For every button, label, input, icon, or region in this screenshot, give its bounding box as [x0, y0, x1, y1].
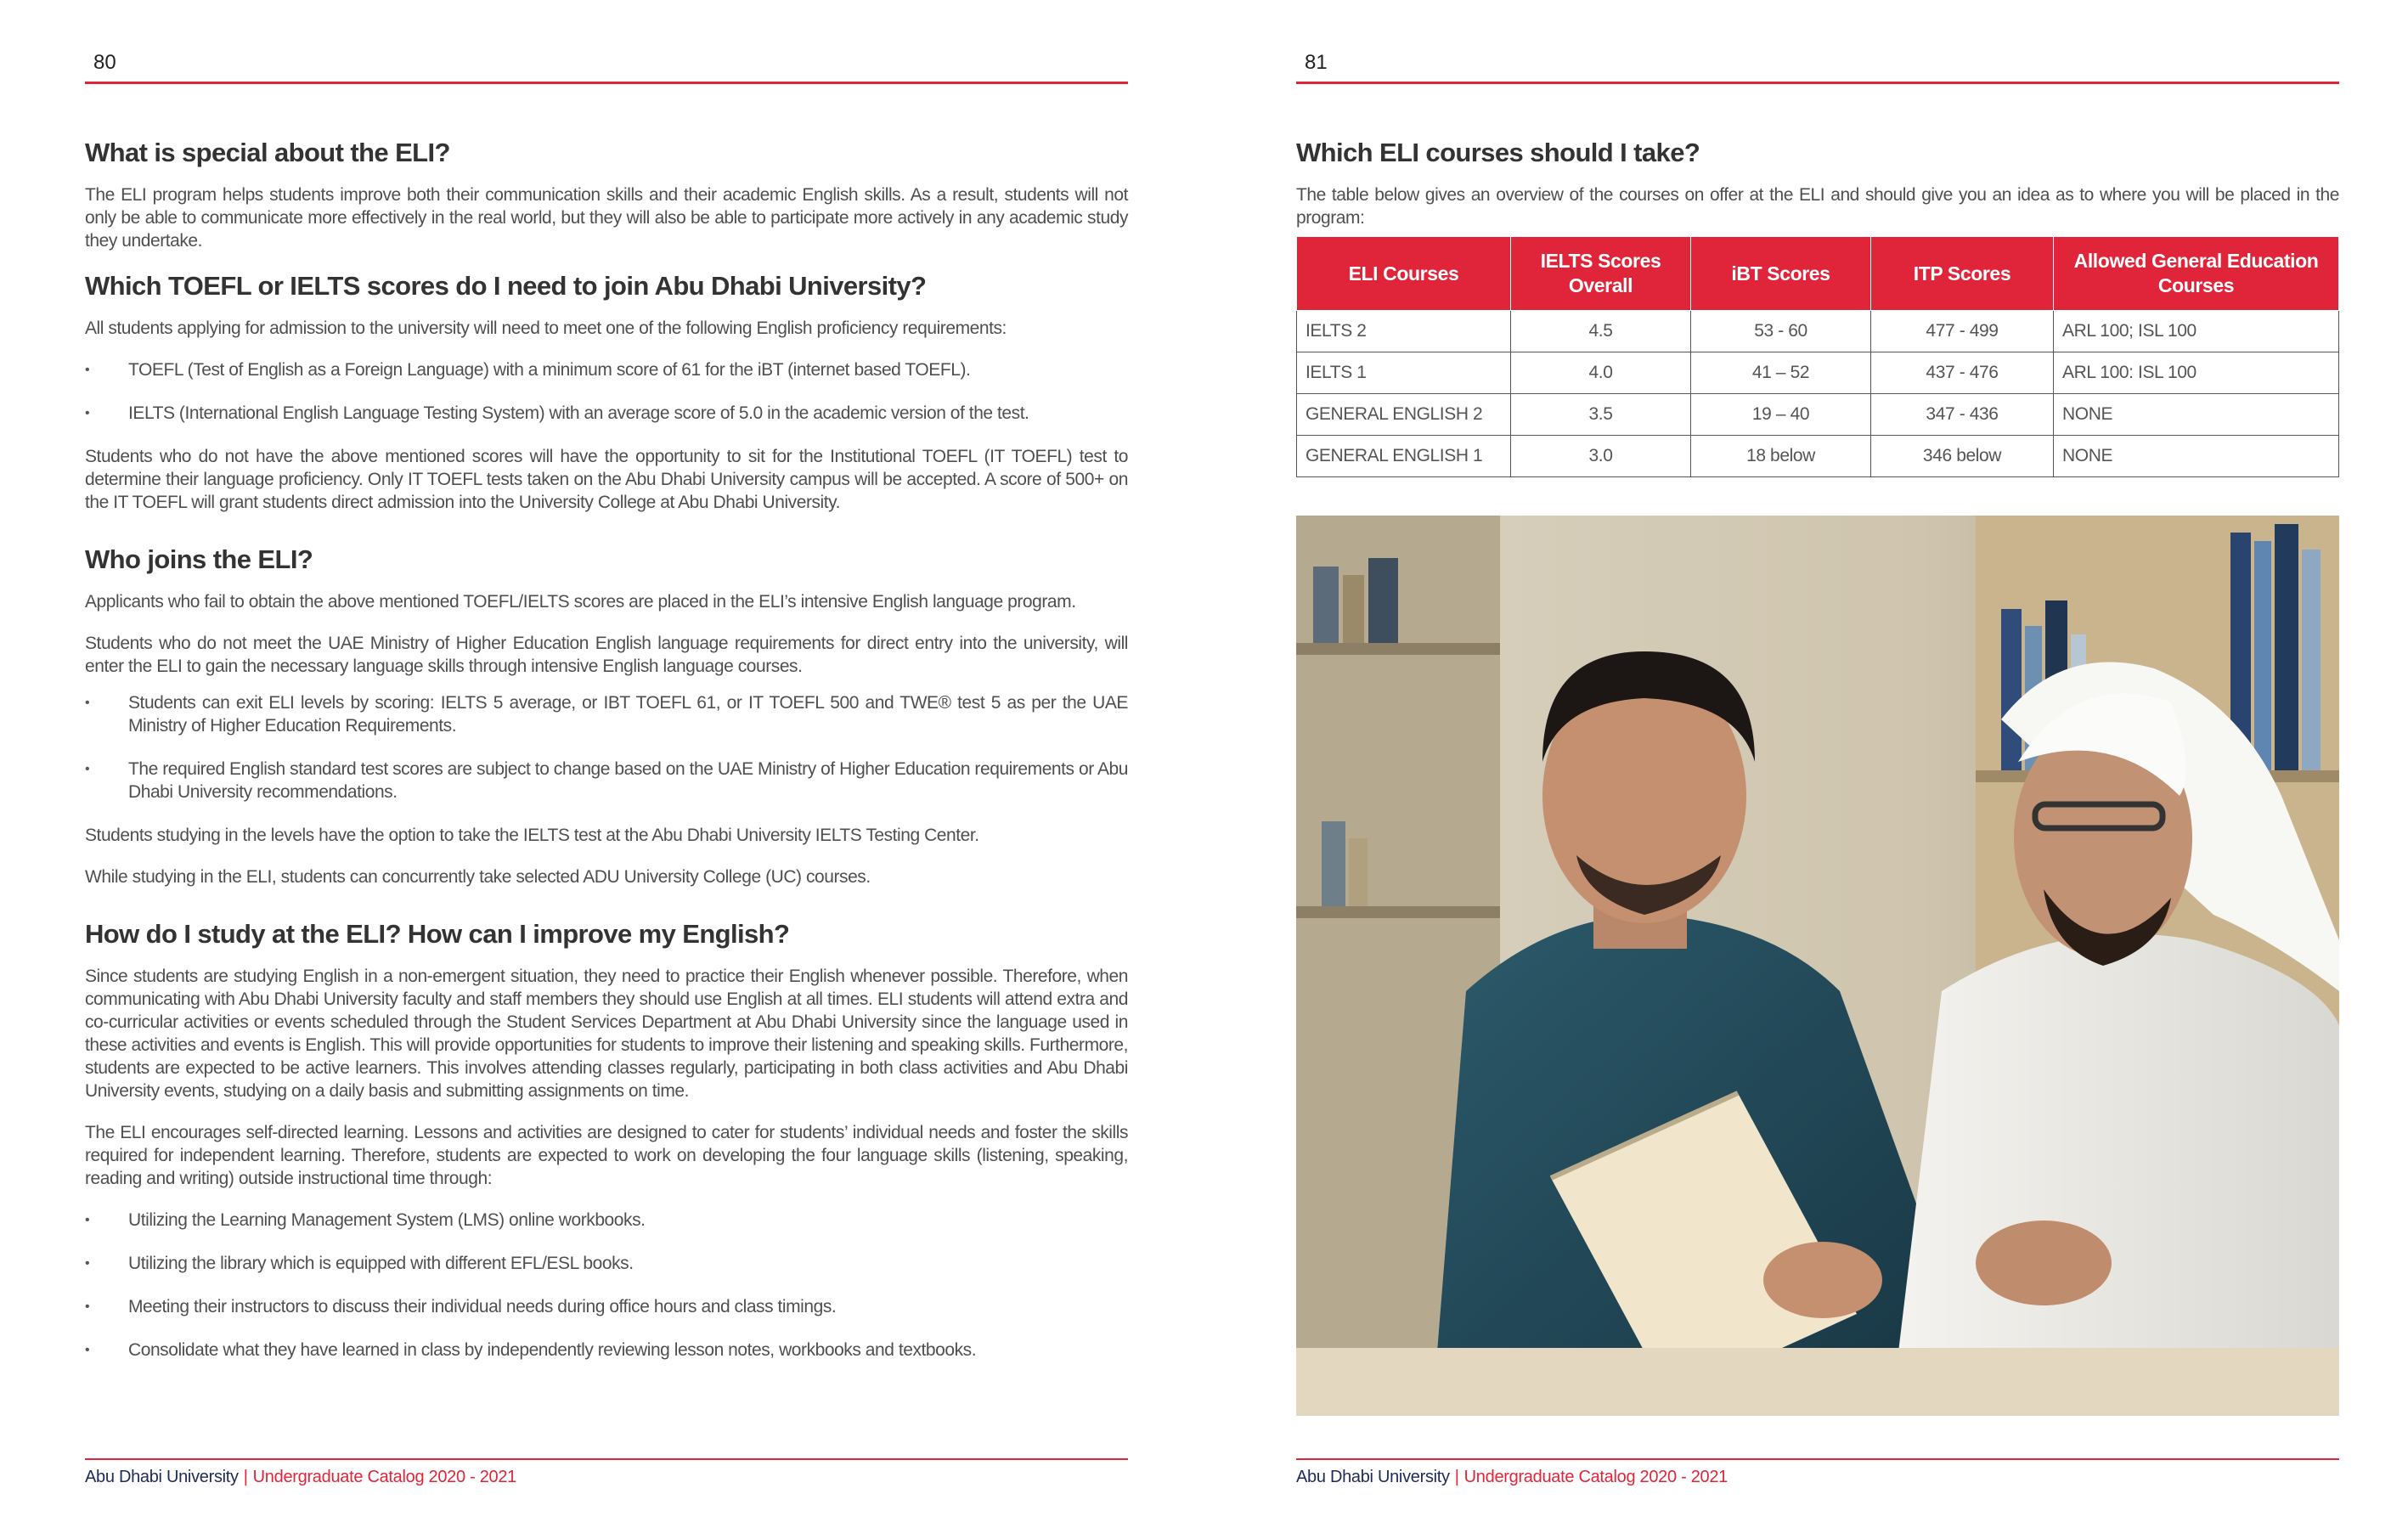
list-item: • TOEFL (Test of English as a Foreign Language) with a minimum score of 61 for the iBT (internet based TOEFL).: [85, 358, 1128, 381]
table-cell: NONE: [2054, 436, 2339, 477]
bottom-divider: [1296, 1458, 2339, 1460]
table-cell: IELTS 1: [1297, 352, 1511, 394]
paragraph: Students studying in the levels have the option to take the IELTS test at the Abu Dhabi University IELTS Testing Center.: [85, 826, 979, 845]
list-item: • Students can exit ELI levels by scoring: IELTS 5 average, or IBT TOEFL 61, or IT TOEFL 500 and TWE® test 5 as per the UAE Ministry of Higher Education Requirements.: [85, 691, 1128, 737]
list-item: • Meeting their instructors to discuss their individual needs during office hours and class timings.: [85, 1295, 1128, 1318]
footer-catalog: Undergraduate Catalog 2020 - 2021: [1463, 1468, 1728, 1486]
top-divider: [1296, 82, 2339, 84]
table-row: [1297, 352, 2339, 394]
section-who-joins: [85, 544, 1128, 888]
page-number: 81: [1305, 51, 1328, 74]
table-cell: 41 – 52: [1691, 352, 1871, 394]
table-cell: 18 below: [1691, 436, 1871, 477]
left-content: [85, 138, 1128, 1382]
paragraph: All students applying for admission to the university will need to meet one of the following English proficiency requirements:: [85, 319, 1007, 338]
photo-illustration: [1296, 516, 2339, 1416]
list-item: • IELTS (International English Language Testing System) with an average score of 5.0 in the academic version of the test.: [85, 402, 1128, 425]
bullet-list: [85, 691, 1128, 803]
bottom-divider: [85, 1458, 1128, 1460]
column-header: IELTS Scores Overall: [1511, 237, 1691, 311]
section-heading: Which ELI courses should I take?: [1296, 138, 1700, 167]
paragraph: Applicants who fail to obtain the above mentioned TOEFL/IELTS scores are placed in the ELI’s intensive English language program.: [85, 592, 1076, 612]
table-cell: 3.5: [1511, 394, 1691, 436]
bullet-list: [85, 1209, 1128, 1361]
paragraph: While studying in the ELI, students can concurrently take selected ADU University College (UC) courses.: [85, 867, 871, 887]
page-footer: [85, 1468, 516, 1487]
footer-catalog: Undergraduate Catalog 2020 - 2021: [252, 1468, 516, 1486]
bullet-list: [85, 358, 1128, 425]
left-page: [85, 0, 1128, 1539]
list-item: • Utilizing the library which is equipped with different EFL/ESL books.: [85, 1252, 1128, 1275]
table-cell: 53 - 60: [1691, 311, 1871, 352]
right-content: [1296, 138, 2339, 477]
table-cell: 4.0: [1511, 352, 1691, 394]
paragraph: Students who do not meet the UAE Ministry of Higher Education English language requirements for direct entry into the university, will enter the ELI to gain the necessary language skills through intensive English language courses.: [85, 634, 1128, 676]
table-cell: 4.5: [1511, 311, 1691, 352]
students-reading-photo: [1296, 516, 2339, 1416]
paragraph: The ELI encourages self-directed learning. Lessons and activities are designed to cater for students’ individual needs and foster the skills required for independent learning. Therefore, students are expected to work on developing the four language skills (listening, speaking, reading and writing) outside instructional time through:: [85, 1123, 1128, 1188]
section-heading: What is special about the ELI?: [85, 138, 450, 167]
column-header: Allowed General Education Courses: [2054, 237, 2339, 311]
column-header: ITP Scores: [1871, 237, 2054, 311]
footer-university: Abu Dhabi University: [1296, 1468, 1450, 1486]
page-footer: [1296, 1468, 1728, 1487]
table-cell: 3.0: [1511, 436, 1691, 477]
table-cell: 477 - 499: [1871, 311, 2054, 352]
table-cell: 346 below: [1871, 436, 2054, 477]
table-header-row: [1297, 237, 2339, 311]
page-number: 80: [93, 51, 116, 74]
table-row: [1297, 394, 2339, 436]
footer-university: Abu Dhabi University: [85, 1468, 239, 1486]
section-how-study: [85, 919, 1128, 1361]
table-cell: 437 - 476: [1871, 352, 2054, 394]
eli-courses-table: [1296, 236, 2339, 477]
table-cell: 19 – 40: [1691, 394, 1871, 436]
table-row: [1297, 436, 2339, 477]
table-cell: GENERAL ENGLISH 2: [1297, 394, 1511, 436]
section-heading: How do I study at the ELI? How can I improve my English?: [85, 919, 790, 949]
top-divider: [85, 82, 1128, 84]
section-heading: Which TOEFL or IELTS scores do I need to join Abu Dhabi University?: [85, 271, 927, 301]
list-item: • Consolidate what they have learned in class by independently reviewing lesson notes, workbooks and textbooks.: [85, 1339, 1128, 1361]
paragraph: The ELI program helps students improve both their communication skills and their academic English skills. As a result, students will not only be able to communicate more effectively in the real world, but they will also be able to participate more actively in any academic study they undertake.: [85, 185, 1128, 251]
paragraph: The table below gives an overview of the courses on offer at the ELI and should give you an idea as to where you will be placed in the program:: [1296, 185, 2339, 228]
table-cell: NONE: [2054, 394, 2339, 436]
table-cell: ARL 100: ISL 100: [2054, 352, 2339, 394]
paragraph: Students who do not have the above mentioned scores will have the opportunity to sit for the Institutional TOEFL (IT TOEFL) test to determine their language proficiency. Only IT TOEFL tests taken on the Abu Dhabi University campus will be accepted. A score of 500+ on the IT TOEFL will grant students direct admission into the University College at Abu Dhabi University.: [85, 447, 1128, 512]
table-cell: ARL 100; ISL 100: [2054, 311, 2339, 352]
section-heading: Who joins the ELI?: [85, 544, 313, 574]
footer-separator: |: [1454, 1468, 1459, 1486]
list-item: • Utilizing the Learning Management System (LMS) online workbooks.: [85, 1209, 1128, 1232]
footer-separator: |: [243, 1468, 248, 1486]
column-header: iBT Scores: [1691, 237, 1871, 311]
list-item: • The required English standard test scores are subject to change based on the UAE Ministry of Higher Education requirements or Abu Dhabi University recommendations.: [85, 758, 1128, 803]
section-toefl-ielts: [85, 271, 1128, 514]
table-cell: 347 - 436: [1871, 394, 2054, 436]
section-special-eli: [85, 138, 1128, 252]
paragraph: Since students are studying English in a non-emergent situation, they need to practice their English whenever possible. Therefore, when communicating with Abu Dhabi University faculty and staff members they should use English at all times. ELI students will attend extra and co-curricular activities or events scheduled through the Student Services Department at Abu Dhabi University since the language used in these activities and events is English. This will provide opportunities for students to improve their listening and speaking skills. Furthermore, students are expected to be active learners. This involves attending classes regularly, participating in both class activities and Abu Dhabi University events, studying on a daily basis and submitting assignments on time.: [85, 967, 1128, 1101]
right-page: [1296, 0, 2339, 1539]
column-header: ELI Courses: [1297, 237, 1511, 311]
table-row: [1297, 311, 2339, 352]
table-cell: GENERAL ENGLISH 1: [1297, 436, 1511, 477]
table-cell: IELTS 2: [1297, 311, 1511, 352]
